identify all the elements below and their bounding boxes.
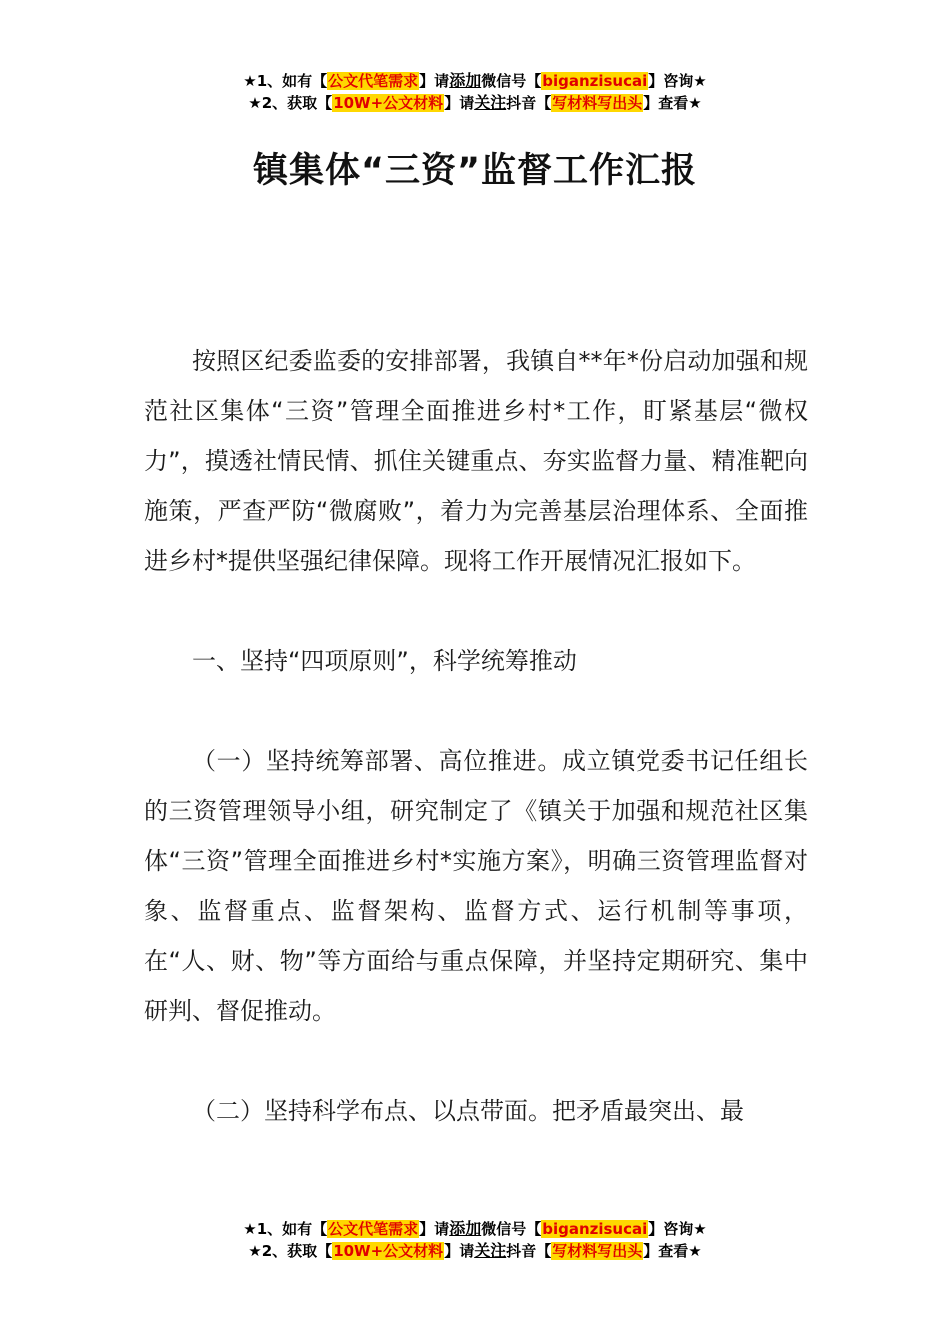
header-banner [0, 70, 950, 114]
banner-text: ★1、如有【 [243, 1220, 328, 1238]
paragraph-spacer [144, 686, 808, 736]
banner-text: 抖音【 [506, 1242, 552, 1260]
banner-emphasis: 关注 [474, 93, 507, 112]
banner-highlight: 公文代笔需求 [328, 1220, 419, 1238]
paragraph-spacer [144, 1036, 808, 1086]
banner-text: 微信号【 [481, 1220, 542, 1238]
subsection-paragraph-2: （二）坚持科学布点、以点带面。把矛盾最突出、最 [192, 1097, 744, 1125]
wechat-id-highlight: biganzisucai [542, 1220, 648, 1238]
banner-text: ★1、如有【 [243, 72, 328, 90]
banner-text: 微信号【 [481, 72, 542, 90]
header-banner-line-2 [0, 92, 950, 114]
document-body [144, 336, 808, 1136]
banner-text: 】咨询★ [648, 72, 707, 90]
banner-text: 】请 [444, 1242, 475, 1260]
footer-banner [0, 1218, 950, 1262]
banner-highlight: 10W+公文材料 [333, 1242, 444, 1260]
banner-text: 】咨询★ [648, 1220, 707, 1238]
banner-text: ★2、获取【 [248, 94, 333, 112]
douyin-id-highlight: 写材料写出头 [552, 1242, 643, 1260]
wechat-id-highlight: biganzisucai [542, 72, 648, 90]
banner-text: 】请 [444, 94, 475, 112]
document-title: 镇集体“三资”监督工作汇报 [252, 151, 697, 191]
section-heading: 一、坚持“四项原则”，科学统筹推动 [192, 647, 577, 675]
subsection-paragraph-1: （一）坚持统筹部署、高位推进。成立镇党委书记任组长的三资管理领导小组，研究制定了《镇关于加强和规范社区集体“三资”管理全面推进乡村*实施方案》，明确三资管理监督对象、监督重点、监督架构、监督方式、运行机制等事项，在“人、财、物”等方面给与重点保障，并坚持定期研究、集中研判、督促推动。 [144, 747, 808, 1025]
banner-emphasis: 添加 [449, 1219, 482, 1238]
banner-highlight: 10W+公文材料 [333, 94, 444, 112]
banner-text: 】查看★ [643, 1242, 702, 1260]
intro-paragraph: 按照区纪委监委的安排部署，我镇自**年*份启动加强和规范社区集体“三资”管理全面推进乡村*工作，盯紧基层“微权力”，摸透社情民情、抓住关键重点、夯实监督力量、精准靶向施策，严查严防“微腐败”，着力为完善基层治理体系、全面推进乡村*提供坚强纪律保障。现将工作开展情况汇报如下。 [144, 347, 808, 575]
header-banner-line-1 [0, 70, 950, 92]
banner-text: 】请 [419, 72, 450, 90]
footer-banner-line-2 [0, 1240, 950, 1262]
banner-text: 】请 [419, 1220, 450, 1238]
footer-banner-line-1 [0, 1218, 950, 1240]
banner-highlight: 公文代笔需求 [328, 72, 419, 90]
banner-text: 】查看★ [643, 94, 702, 112]
banner-emphasis: 关注 [474, 1241, 507, 1260]
banner-text: 抖音【 [506, 94, 552, 112]
douyin-id-highlight: 写材料写出头 [552, 94, 643, 112]
banner-text: ★2、获取【 [248, 1242, 333, 1260]
banner-emphasis: 添加 [449, 71, 482, 90]
paragraph-spacer [144, 586, 808, 636]
